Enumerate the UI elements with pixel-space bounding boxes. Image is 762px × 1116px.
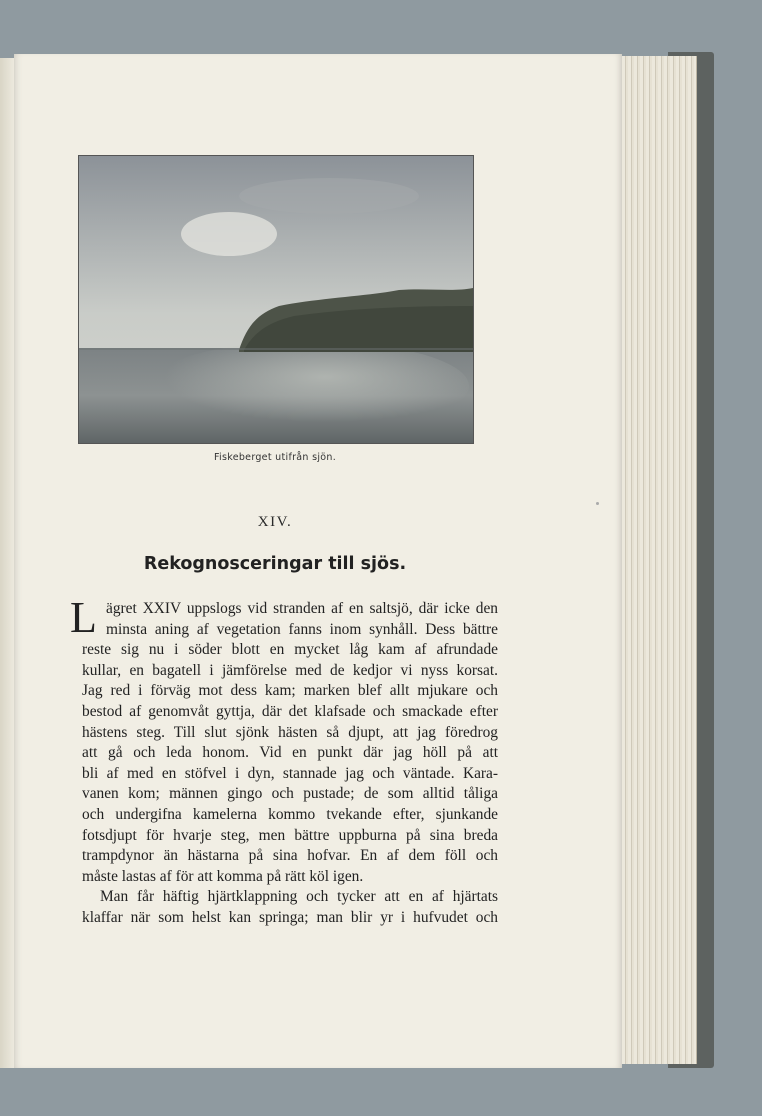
text-line: minsta aning af vegetation fanns inom synhåll. Dess bättre — [106, 620, 498, 638]
text-line: kullar, en bagatell i jämförelse med de kedjor vi nyss korsat. — [82, 661, 498, 679]
text-line: klaffar när som helst kan springa; man blir yr i hufvudet och — [82, 908, 498, 926]
text-line: fotsdjupt för hvarje steg, men bättre uppburna på sina breda — [82, 826, 498, 844]
text-line: bli af med en stöfvel i dyn, stannade jag och väntade. Kara- — [82, 764, 498, 782]
text-line: trampdynor än hästarna på sina hofvar. En af dem föll och — [82, 847, 498, 865]
figure-caption: Fiskeberget utifrån sjön. — [213, 452, 337, 463]
text-line: ägret XXIV uppslogs vid stranden af en saltsjö, där icke den — [106, 600, 498, 617]
text-line: måste lastas af för att komma på rätt köl igen. — [82, 867, 364, 885]
body-text — [70, 593, 498, 929]
chapter-number: XIV. — [257, 514, 293, 530]
page-edges — [610, 56, 697, 1064]
text-line: Man får häftig hjärtklappning och tycker att en af hjärtats — [100, 888, 498, 906]
drop-cap: L — [70, 593, 97, 642]
text-line: att gå och leda honom. Vid en punkt där jag höll på att — [82, 744, 498, 762]
text-line: och undergifna kamelerna kommo tvekande efter, sjunkande — [82, 805, 498, 823]
text-line: reste sig nu i söder blott en mycket låg kam af afrundade — [82, 641, 498, 659]
text-line: hästens steg. Till slut sjönk hästen så djupt, att jag föredrog — [82, 723, 498, 741]
chapter-title: Rekognosceringar till sjös. — [143, 554, 407, 574]
landscape-photo — [78, 155, 474, 444]
text-line: vanen kom; männen gingo och pustade; de som alltid tåliga — [82, 785, 498, 803]
text-line: Jag red i förväg mot dess kam; marken blef allt mjukare och — [82, 682, 498, 700]
text-line: bestod af genomvåt gyttja, där det klafsade och smackade efter — [82, 702, 498, 720]
page-speck — [596, 502, 599, 505]
book-page — [14, 54, 622, 1068]
